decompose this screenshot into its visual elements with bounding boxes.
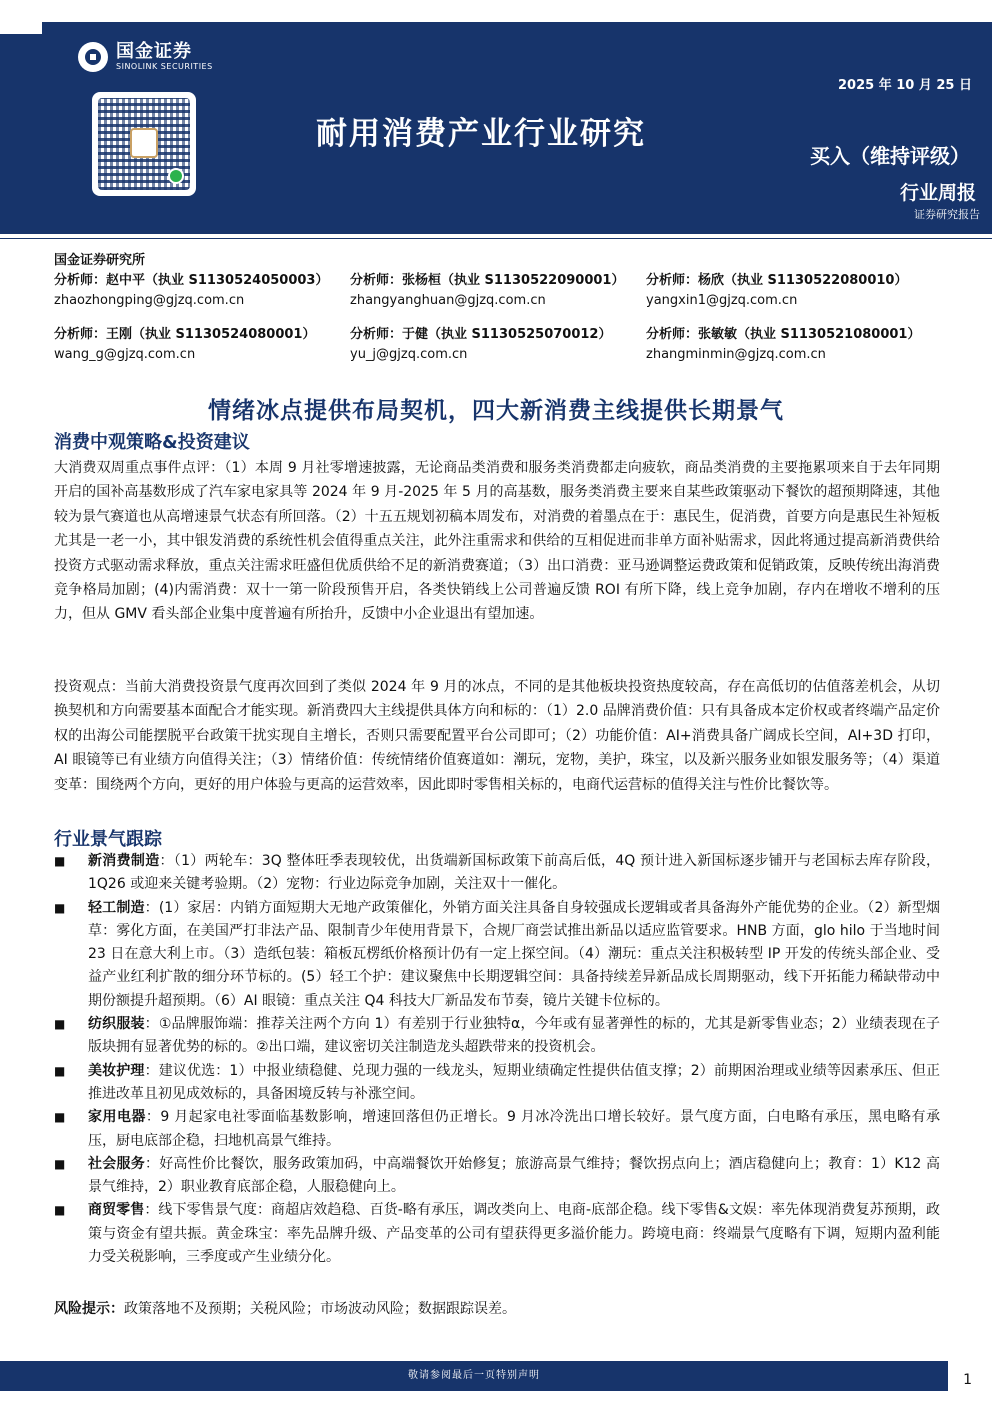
analyst-card	[350, 271, 646, 311]
institute-name: 国金证券研究所	[54, 253, 146, 268]
logo-name-en: SINOLINK SECURITIES	[116, 62, 213, 71]
analyst-line: 分析师：赵中平（执业 S1130524050003）	[54, 273, 329, 288]
list-item	[54, 1013, 940, 1060]
footer-disclaimer: 敬请参阅最后一页特别声明	[0, 1361, 948, 1391]
analyst-card	[646, 271, 944, 311]
industry-bullet-list	[54, 850, 940, 1269]
analyst-card	[54, 271, 350, 311]
bullet-text: ：9 月起家电社零面临基数影响，增速回落但仍正增长。9 月冰冷洗出口增长较好。景气度方面，白电略有承压，黑电略有承压，厨电底部企稳，扫地机高景气维持。	[88, 1109, 941, 1149]
report-type-label: 行业周报	[899, 182, 976, 204]
header-side-strip	[0, 34, 42, 234]
bullet-heading: 美妆护理	[88, 1062, 145, 1079]
logo-name-cn: 国金证券	[116, 41, 192, 62]
section-title-tracking: 行业景气跟踪	[54, 829, 162, 850]
bullet-heading: 社会服务	[88, 1155, 145, 1172]
wechat-qr-code-icon	[92, 92, 196, 196]
header-divider	[0, 238, 992, 239]
report-date: 2025 年 10 月 25 日	[838, 78, 972, 93]
analyst-grid	[54, 271, 944, 365]
qr-pattern	[98, 98, 190, 190]
bullet-heading: 轻工制造	[88, 899, 145, 916]
square-bullet-icon: ■	[54, 1110, 66, 1125]
bullet-heading: 纺织服装	[88, 1016, 145, 1033]
paragraph-events: 大消费双周重点事件点评：（1）本周 9 月社零增速披露，无论商品类消费和服务类消费都走向疲软，商品类消费的主要拖累项来自于去年同期开启的国补高基数形成了汽车家电家具等 2024 年 9 月-2025 年 5 月的高基数，服务类消费主要来自某些政策驱动下餐饮的超预期降速，其他较为景气赛道也从高增速景气状态有所回落。（2）十五五规划初稿本周发布，对消费的着墨点在于：惠民生，促消费，首要方向是惠民生补短板尤其是一老一小，其中银发消费的系统性机会值得重点关注，此外注重需求和供给的互相促进而非单方面补贴需求，因此将通过提高新消费供给投资方式驱动需求释放，重点关注需求旺盛但优质供给不足的新消费赛道；（3）出口消费：亚马逊调整运费政策和促销政策，反映传统出海消费竞争格局加剧；(4)内需消费：双十一第一阶段预售开启，各类快销线上公司普遍反馈 ROI 有所下降，线上竞争加剧，存内在增收不增利的压力，但从 GMV 看头部企业集中度普遍有所抬升，反馈中小企业退出有望加速。	[54, 460, 940, 623]
list-item	[54, 897, 940, 1013]
risk-heading: 风险提示：	[54, 1301, 124, 1317]
report-headline: 情绪冰点提供布局契机，四大新消费主线提供长期景气	[208, 398, 784, 424]
square-bullet-icon: ■	[54, 1156, 66, 1171]
analyst-email[interactable]: zhaozhongping@gjzq.com.cn	[54, 293, 245, 308]
qr-center-mark	[130, 128, 158, 158]
analyst-line: 分析师：张敏敏（执业 S1130521080001）	[646, 327, 921, 342]
analyst-card	[54, 325, 350, 365]
analyst-email[interactable]: zhangminmin@gjzq.com.cn	[646, 347, 826, 362]
square-bullet-icon: ■	[54, 1063, 66, 1078]
analyst-email[interactable]: zhangyanghuan@gjzq.com.cn	[350, 293, 546, 308]
analyst-card	[350, 325, 646, 365]
bullet-text: ：线下零售景气度：商超店效趋稳、百货-略有承压，调改类向上、电商-底部企稳。线下零售&文娱：率先体现消费复苏预期，政策与资金有望共振。黄金珠宝：率先品牌升级、产品变革的公司有望获得更多溢价能力。跨境电商：终端景气度略有下调，短期内盈利能力受关税影响，三季度或产生业绩分化。	[88, 1202, 940, 1266]
bullet-heading: 商贸零售	[88, 1202, 145, 1219]
bullet-text: ：①品牌服饰端：推荐关注两个方向 1）有差别于行业独特α，今年或有显著弹性的标的，尤其是新零售业态；2）业绩表现在子版块拥有显著优势的标的。②出口端，建议密切关注制造龙头超跌带来的投资机会。	[88, 1016, 941, 1056]
risk-notice	[54, 1298, 516, 1320]
square-bullet-icon: ■	[54, 854, 66, 868]
list-item	[54, 1199, 940, 1269]
list-item	[54, 1153, 940, 1200]
analyst-email[interactable]: yangxin1@gjzq.com.cn	[646, 293, 798, 308]
bullet-heading: 新消费制造	[88, 853, 160, 869]
sinolink-logo-icon	[78, 42, 108, 72]
bullet-text: ：（1）两轮车：3Q 整体旺季表现较优，出货端新国标政策下前高后低，4Q 预计进入新国标逐步铺开与老国标去库存阶段，1Q26 或迎来关键考验期。（2）宠物：行业边际竞争加剧，关注双十一催化。	[88, 853, 940, 893]
page-title: 耐用消费产业行业研究	[316, 116, 646, 152]
qr-badge-icon	[168, 168, 184, 184]
list-item	[54, 850, 940, 897]
bullet-text: ：好高性价比餐饮，服务政策加码，中高端餐饮开始修复；旅游高景气维持；餐饮拐点向上；酒店稳健向上；教育：1）K12 高景气维持，2）职业教育底部企稳，人服稳健向上。	[88, 1155, 941, 1196]
analyst-line: 分析师：于健（执业 S1130525070012）	[350, 327, 612, 342]
analyst-line: 分析师：王刚（执业 S1130524080001）	[54, 327, 316, 342]
risk-text: 政策落地不及预期；关税风险；市场波动风险；数据跟踪误差。	[124, 1301, 516, 1317]
analyst-card	[646, 325, 944, 365]
rating-label: 买入（维持评级）	[810, 144, 970, 168]
company-logo	[78, 42, 213, 72]
list-item	[54, 1106, 940, 1153]
bullet-text: ：建议优选：1）中报业绩稳健、兑现力强的一线龙头，短期业绩确定性提供估值支撑；2）前期困治理或业绩等因素承压、但正推进改革且初见成效标的，具备困境反转与补涨空间。	[88, 1062, 941, 1102]
analyst-email[interactable]: wang_g@gjzq.com.cn	[54, 347, 196, 362]
bullet-heading: 家用电器	[88, 1109, 146, 1126]
analyst-line: 分析师：张杨桓（执业 S1130522090001）	[350, 273, 625, 288]
bullet-text: ：(1）家居：内销方面短期大无地产政策催化，外销方面关注具备自身较强成长逻辑或者具备海外产能优势的企业。（2）新型烟草：雾化方面，在美国严打非法产品、限制青少年使用背景下，合规厂商尝试推出新品以适应监管要求。HNB 方面，glo hilo 于当地时间 23 日在意大利上市。（3）造纸包装：箱板瓦楞纸价格预计仍有一定上探空间。（4）潮玩：重点关注积极转型 IP 开发的传统头部企业、受益产业红利扩散的细分环节标的。(5）轻工个护：建议聚焦中长期逻辑空间：具备持续差异新品成长周期驱动，线下开拓能力稀缺带动中期份额提升超预期。（6）AI 眼镜：重点关注 Q4 科技大厂新品发布节奏，镜片关键卡位标的。	[88, 899, 941, 1009]
square-bullet-icon: ■	[54, 900, 66, 915]
report-kind-label: 证券研究报告	[914, 208, 980, 221]
analyst-line: 分析师：杨欣（执业 S1130522080010）	[646, 273, 908, 288]
analyst-email[interactable]: yu_j@gjzq.com.cn	[350, 347, 468, 362]
square-bullet-icon: ■	[54, 1017, 66, 1032]
square-bullet-icon: ■	[54, 1203, 66, 1218]
page-number: 1	[963, 1372, 972, 1388]
list-item	[54, 1060, 940, 1107]
section-title-strategy: 消费中观策略&投资建议	[54, 432, 250, 453]
paragraph-investment-view: 投资观点：当前大消费投资景气度再次回到了类似 2024 年 9 月的冰点，不同的是其他板块投资热度较高，存在高低切的估值落差机会，从切换契机和方向需要基本面配合才能实现。新消费四大主线提供具体方向和标的：（1）2.0 品牌消费价值：只有具备成本定价权或者终端产品定价权的出海公司能摆脱平台政策干扰实现自主增长，否则只需要配置平台公司即可；（2）功能价值：AI+消费具备广阔成长空间，AI+3D 打印，AI 眼镜等已有业绩方向值得关注；（3）情绪价值：传统情绪价值赛道如：潮玩，宠物，美护，珠宝，以及新兴服务业如银发服务等；（4）渠道变革：围绕两个方向，更好的用户体验与更高的运营效率，因此即时零售相关标的，电商代运营标的值得关注与性价比餐饮等。	[54, 679, 940, 793]
